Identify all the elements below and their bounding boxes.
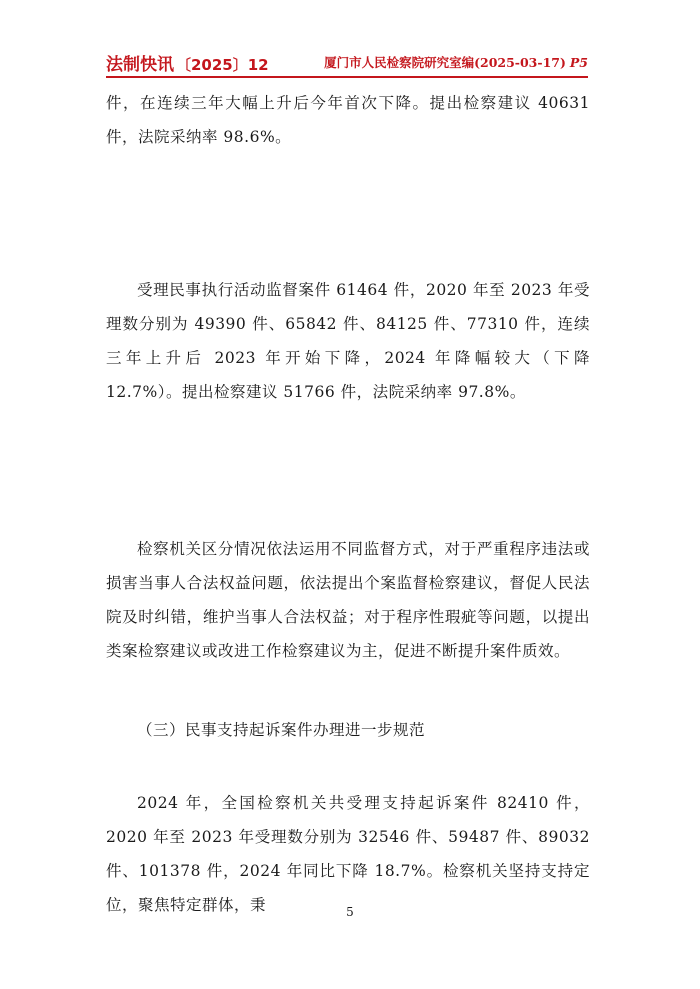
source-text: 厦门市人民检察院研究室编(2025-03-17) — [324, 55, 566, 70]
header-divider — [106, 76, 588, 78]
body-paragraph: 受理民事执行活动监督案件 61464 件，2020 年至 2023 年受理数分别为 49390 件、65842 件、84125 件、77310 件，连续三年上升后 2023 年开始下降，2024 年降幅较大（下降 12.7%）。提出检察建议 51766 件，法院采纳率 97.8%。 — [106, 281, 590, 401]
body-paragraph: 2024 年，全国检察机关共受理支持起诉案件 82410 件，2020 年至 2023 年受理数分别为 32546 件、59487 件、89032 件、101378 件，2024 年同比下降 18.7%。检察机关坚持支持定位，聚焦特定群体，秉 — [106, 794, 590, 914]
issue-number: 〔2025〕12 — [176, 56, 269, 74]
header-page-label: P5 — [569, 55, 588, 70]
header-source — [324, 53, 588, 71]
page-header — [106, 50, 588, 74]
body-paragraph: 件，在连续三年大幅上升后今年首次下降。提出检察建议 40631 件，法院采纳率 98.6%。 — [106, 94, 590, 146]
body-paragraph: 检察机关区分情况依法运用不同监督方式，对于严重程序违法或损害当事人合法权益问题，依法提出个案监督检察建议，督促人民法院及时纠错，维护当事人合法权益；对于程序性瑕疵等问题，以提出类案检察建议或改进工作检察建议为主，促进不断提升案件质效。 — [106, 540, 590, 660]
publication-name: 法制快讯 — [106, 55, 174, 75]
publication-title — [106, 50, 269, 75]
page-number: 5 — [346, 905, 354, 919]
section-heading: （三）民事支持起诉案件办理进一步规范 — [137, 721, 426, 739]
